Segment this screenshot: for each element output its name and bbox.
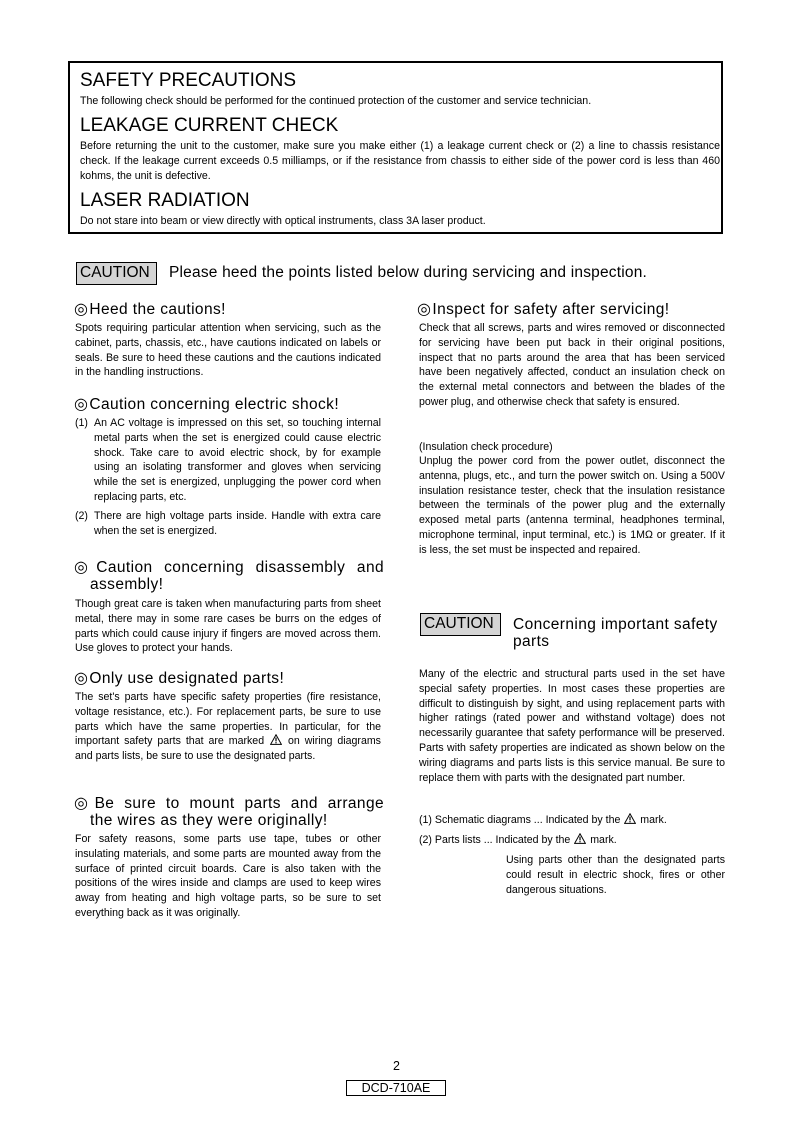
designated-parts-text-a: The set's parts have specific safety properties (fire resistance, voltage resistance, etc.). For replacement parts, be sure to use parts which have the same properties. In particular, for the important safety parts that are marked xyxy=(75,691,381,748)
double-circle-icon: ◎ xyxy=(74,396,89,413)
insulation-procedure-label: (Insulation check procedure) xyxy=(419,441,553,453)
important-parts-title-line-1: Concerning important safety xyxy=(513,616,718,633)
safety-precautions-heading: SAFETY PRECAUTIONS xyxy=(80,70,297,91)
double-circle-icon: ◎ xyxy=(74,795,94,812)
schematic-diagrams-item xyxy=(419,813,725,828)
warning-triangle-icon xyxy=(270,734,282,745)
heed-cautions-title: Heed the cautions! xyxy=(89,301,226,318)
disassembly-heading xyxy=(74,559,384,593)
parts-lists-item-text-a: (2) Parts lists ... Indicated by the xyxy=(419,834,571,846)
electric-shock-item-2 xyxy=(75,509,381,539)
double-circle-icon: ◎ xyxy=(74,301,89,318)
heed-cautions-text: Spots requiring particular attention when servicing, such as the cabinet, parts, chassis, etc., have cautions indicated on labels or seals. Be sure to heed these cautions and the cautions indicated in the handling instructions. xyxy=(75,322,381,379)
leakage-current-heading: LEAKAGE CURRENT CHECK xyxy=(80,115,339,136)
schematic-item-text-a: (1) Schematic diagrams ... Indicated by the xyxy=(419,814,621,826)
electric-shock-heading xyxy=(74,396,384,413)
double-circle-icon: ◎ xyxy=(74,670,89,687)
electric-shock-title: Caution concerning electric shock! xyxy=(89,396,340,413)
safety-precautions-box xyxy=(68,61,723,234)
mount-parts-heading xyxy=(74,795,384,829)
important-parts-heading xyxy=(513,616,727,650)
safety-precautions-text: The following check should be performed for the continued protection of the customer and service technician. xyxy=(80,95,592,107)
page-number: 2 xyxy=(393,1059,400,1073)
parts-lists-item-text-b: mark. xyxy=(590,834,617,846)
disassembly-title-line-2: assembly! xyxy=(90,576,164,593)
dangerous-situations-note: Using parts other than the designated parts could result in electric shock, fires or other dangerous situations. xyxy=(506,854,725,896)
designated-parts-title: Only use designated parts! xyxy=(89,670,285,687)
designated-parts-text-b: on wiring diagrams and parts lists, be sure to use the designated parts. xyxy=(75,735,381,763)
designated-parts-heading xyxy=(74,670,384,687)
laser-radiation-text: Do not stare into beam or view directly with optical instruments, class 3A laser product. xyxy=(80,215,486,227)
mount-parts-title-line-2: the wires as they were originally! xyxy=(90,812,328,829)
important-parts-title-line-2: parts xyxy=(513,633,550,650)
inspect-safety-text: Check that all screws, parts and wires removed or disconnected for servicing have been put back in their original positions, inspect that no parts around the area that has been serviced have been negatively affected, conduct an insulation check on the external metal connectors and between the blades of the power plug, and otherwise check that safety is ensured. xyxy=(419,322,725,408)
important-parts-caution-tag: CAUTION xyxy=(420,613,501,636)
disassembly-text: Though great care is taken when manufacturing parts from sheet metal, there may in some rare cases be burrs on the edges of parts which could cause injury if fingers are moved across them. Use gloves to protect your hands. xyxy=(75,598,381,655)
inspect-safety-heading xyxy=(417,301,727,318)
parts-lists-item xyxy=(419,833,725,848)
item-text: An AC voltage is impressed on this set, so touching internal metal parts when the set is energized could cause electric shock. Take care to avoid electric shock, by for example using an isolating transformer and gloves when servicing while the set is energized, unplugging the power cord when replacing parts, etc. xyxy=(94,417,381,503)
item-number: (1) xyxy=(75,417,88,429)
warning-triangle-icon xyxy=(574,833,586,844)
caution-banner-text: Please heed the points listed below during servicing and inspection. xyxy=(169,264,648,281)
item-number: (2) xyxy=(75,510,88,522)
important-parts-text: Many of the electric and structural parts used in the set have special safety properties. In most cases these properties are difficult to distinguish by sight, and using replacement parts with higher ratings (rated power and withstand voltage) does not necessarily guarantee that safety performance will be preserved. Parts with safety properties are indicated as shown below on the wiring diagrams and parts lists is this service manual. Be sure to replace them with parts with the designated part number. xyxy=(419,668,725,784)
leakage-current-text: Before returning the unit to the customer, make sure you make either (1) a leakage current check or (2) a line to chassis resistance check. If the leakage current exceeds 0.5 milliamps, or if the resistance from chassis to either side of the power cord is less than 460 kohms, the unit is defective. xyxy=(80,140,720,182)
schematic-item-text-b: mark. xyxy=(640,814,667,826)
mount-parts-text: For safety reasons, some parts use tape, tubes or other insulating materials, and some parts are mounted away from the surface of printed circuit boards. Care is also taken with the positions of the wires inside and clamps are used to keep wires away from heating and high voltage parts, so be sure to set everything back as it was originally. xyxy=(75,833,381,919)
electric-shock-item-1 xyxy=(75,416,381,505)
double-circle-icon: ◎ xyxy=(417,301,432,318)
designated-parts-text xyxy=(75,690,381,764)
laser-radiation-heading: LASER RADIATION xyxy=(80,190,250,211)
inspect-safety-title: Inspect for safety after servicing! xyxy=(432,301,670,318)
caution-tag: CAUTION xyxy=(76,262,157,285)
warning-triangle-icon xyxy=(624,813,636,824)
item-text: There are high voltage parts inside. Handle with extra care when the set is energized. xyxy=(94,510,381,537)
insulation-procedure-text: Unplug the power cord from the power outlet, disconnect the antenna, plugs, etc., and turn the power switch on. Using a 500V insulation resistance tester, check that the insulation resistance between the terminals of the power plug and the externally exposed metal parts (antenna terminal, headphones terminal, microphone terminal, input terminal, etc.) is 1MΩ or greater. If it is less, the set must be inspected and repaired. xyxy=(419,455,725,556)
double-circle-icon: ◎ xyxy=(74,559,96,576)
heed-cautions-heading xyxy=(74,301,384,318)
mount-parts-title-line-1: Be sure to mount parts and arrange xyxy=(94,795,384,812)
model-number: DCD-710AE xyxy=(346,1080,446,1096)
disassembly-title-line-1: Caution concerning disassembly and xyxy=(96,559,384,576)
